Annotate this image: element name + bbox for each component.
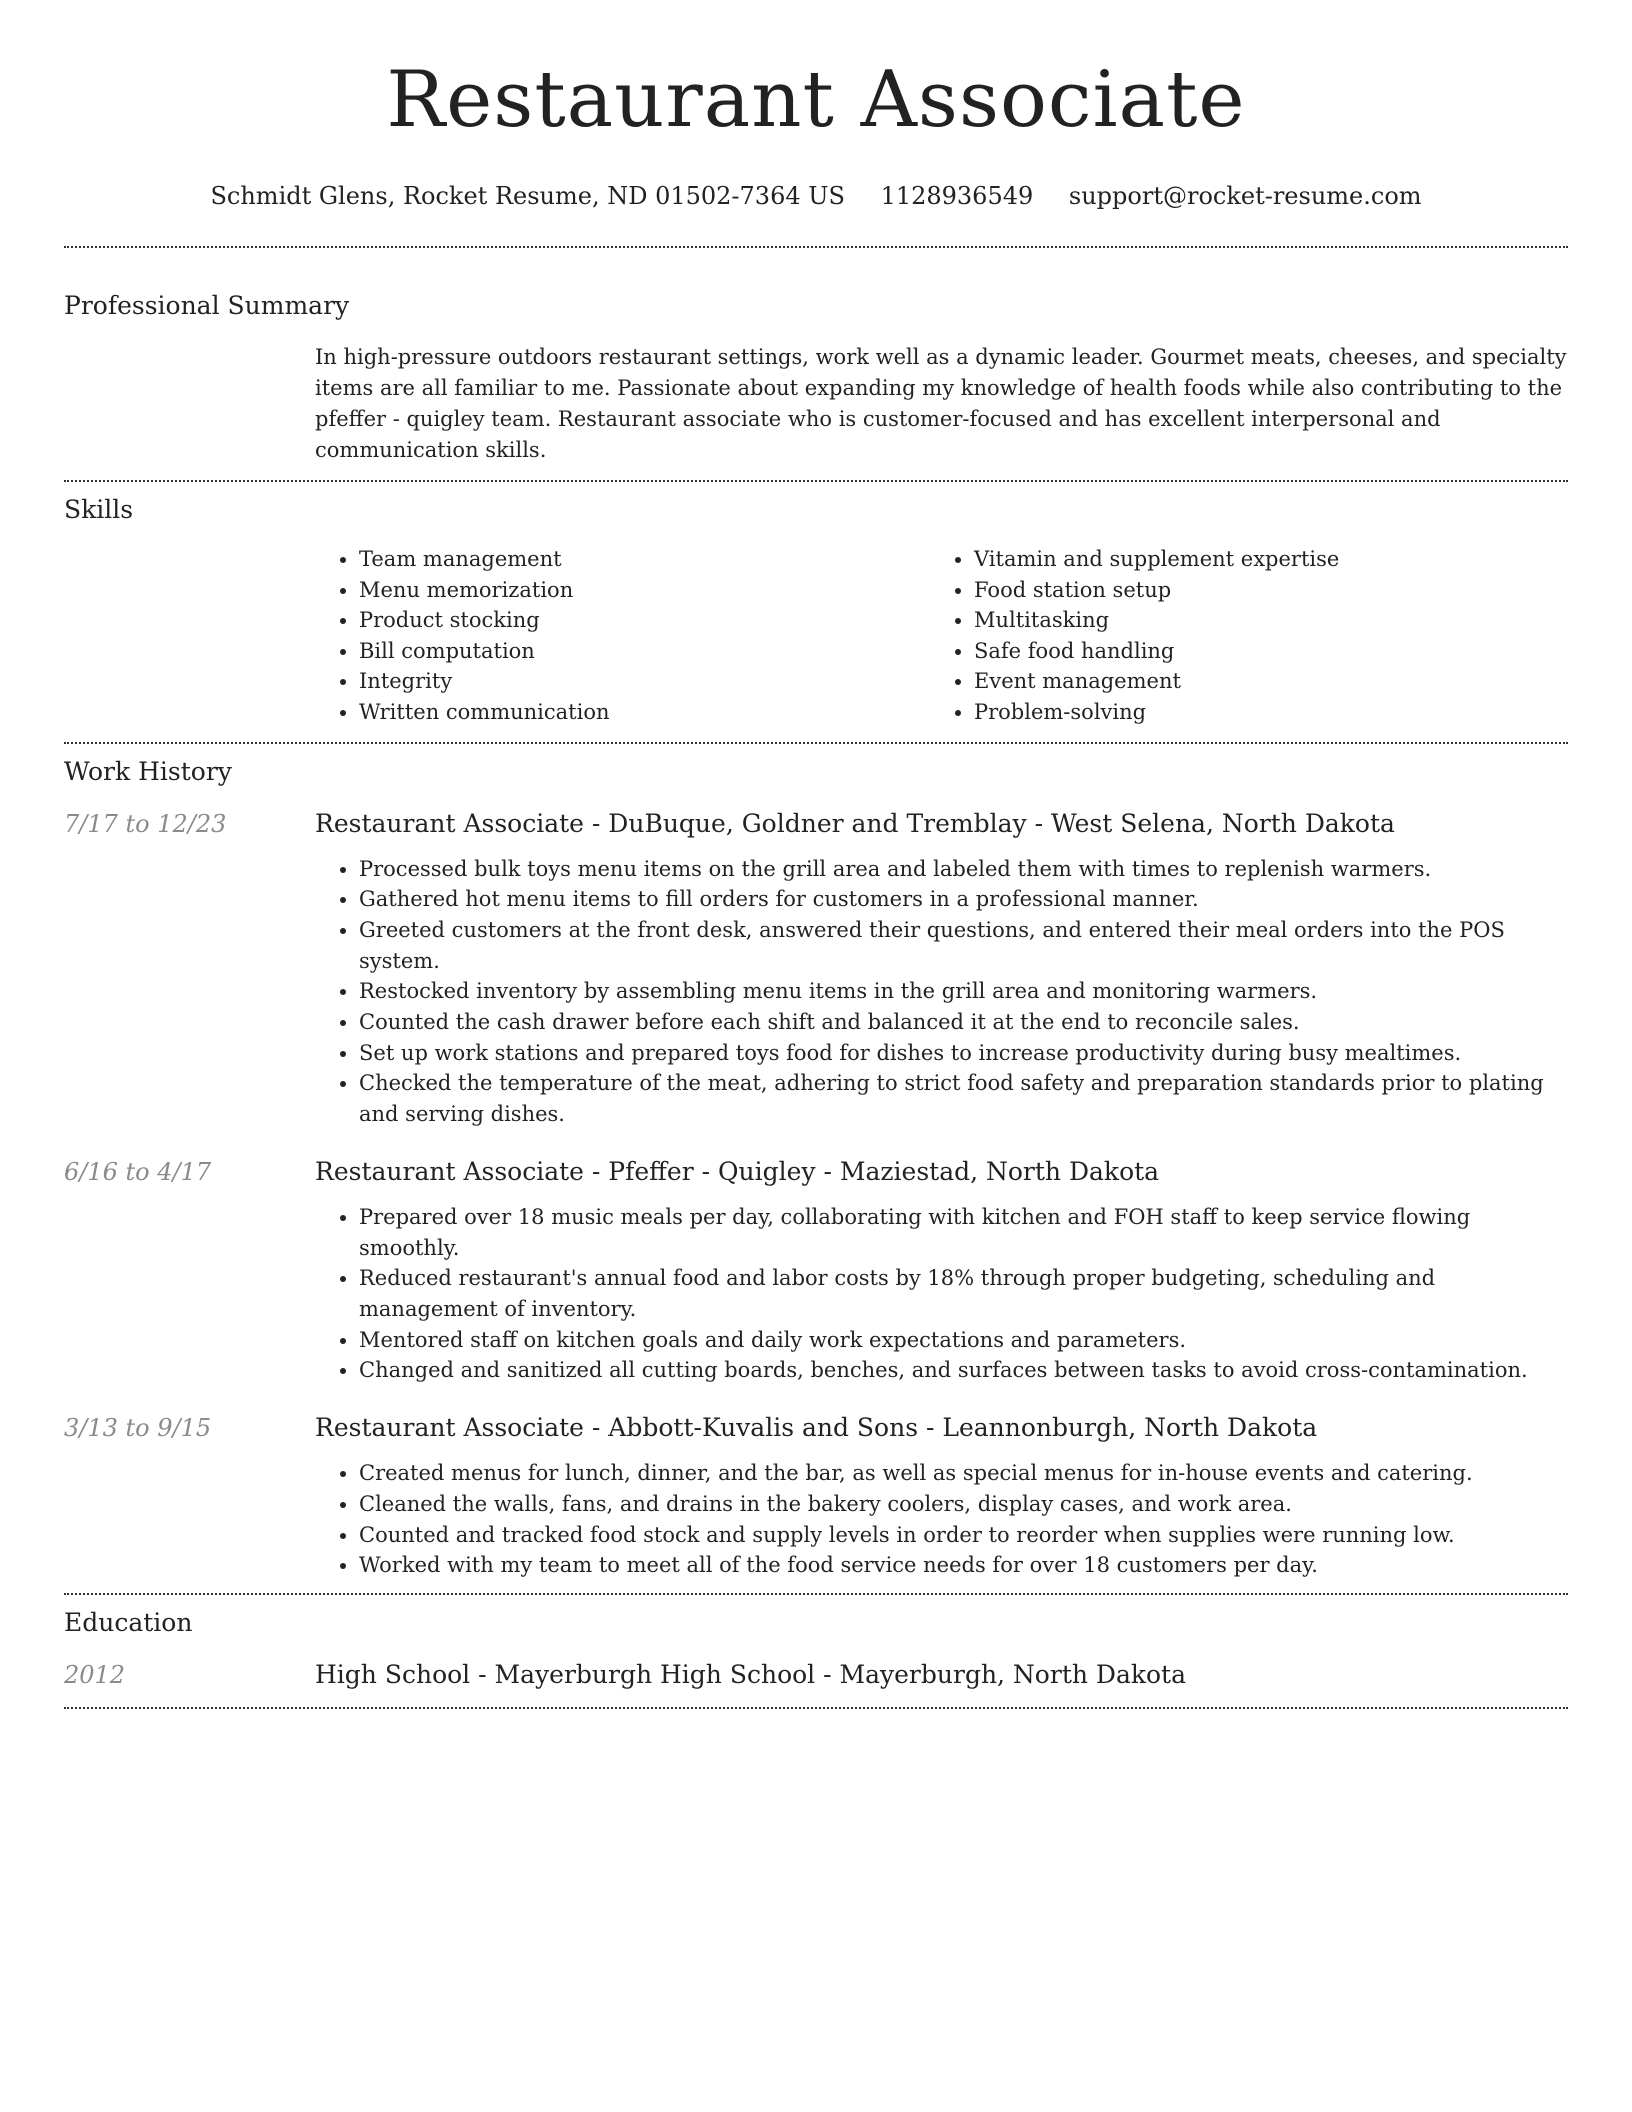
job-entry (64, 1412, 1568, 1581)
skill-item: • Menu memorization (359, 575, 930, 606)
section-title-skills: Skills (64, 495, 134, 524)
job-bullet: • Checked the temperature of the meat, adhering to strict food safety and preparation standards prior to plating and serving dishes. (359, 1068, 1568, 1129)
skill-item: • Integrity (359, 666, 930, 697)
contact-line (64, 180, 1568, 212)
job-heading: Restaurant Associate - Pfeffer - Quigley - Maziestad, North Dakota (315, 1156, 1160, 1186)
skills-section (64, 482, 1568, 742)
education-section (64, 1595, 1568, 1707)
job-bullet: • Created menus for lunch, dinner, and the bar, as well as special menus for in-house events and catering. (359, 1458, 1568, 1489)
skill-item: • Team management (359, 544, 930, 575)
skills-column-left (315, 544, 930, 728)
job-bullet: • Processed bulk toys menu items on the grill area and labeled them with times to replenish warmers. (359, 854, 1568, 885)
resume-header (64, 0, 1568, 212)
skill-item: • Event management (974, 666, 1545, 697)
skills-column-right (930, 544, 1545, 728)
contact-address: Schmidt Glens, Rocket Resume, ND 01502-7364 US (210, 182, 845, 210)
job-bullet: • Worked with my team to meet all of the food service needs for over 18 customers per day. (359, 1550, 1568, 1581)
job-bullets (315, 1202, 1568, 1386)
skill-item: • Safe food handling (974, 636, 1545, 667)
job-bullet: • Reduced restaurant's annual food and labor costs by 18% through proper budgeting, scheduling and management of inventory. (359, 1263, 1568, 1324)
job-bullet: • Restocked inventory by assembling menu items in the grill area and monitoring warmers. (359, 976, 1568, 1007)
skill-item: • Written communication (359, 697, 930, 728)
job-entry (64, 1156, 1568, 1386)
job-heading: Restaurant Associate - DuBuque, Goldner and Tremblay - West Selena, North Dakota (315, 808, 1395, 838)
divider (64, 1707, 1568, 1709)
skill-item: • Vitamin and supplement expertise (974, 544, 1545, 575)
section-title-work: Work History (64, 756, 232, 786)
job-bullets (315, 1458, 1568, 1581)
contact-phone: 1128936549 (880, 182, 1034, 210)
job-bullet: • Counted and tracked food stock and supply levels in order to reorder when supplies were running low. (359, 1520, 1568, 1551)
education-entry (64, 1659, 1568, 1691)
work-history-section (64, 744, 1568, 1593)
education-date: 2012 (64, 1660, 126, 1689)
job-entry (64, 808, 1568, 1130)
skills-grid (315, 544, 1568, 728)
section-title-education: Education (64, 1607, 193, 1637)
skill-item: • Problem-solving (974, 697, 1545, 728)
skill-item: • Product stocking (359, 605, 930, 636)
job-bullets (315, 854, 1568, 1130)
job-bullet: • Greeted customers at the front desk, answered their questions, and entered their meal orders into the POS system. (359, 915, 1568, 976)
education-heading: High School - Mayerburgh High School - Mayerburgh, North Dakota (315, 1659, 1187, 1689)
job-bullet: • Cleaned the walls, fans, and drains in the bakery coolers, display cases, and work area. (359, 1489, 1568, 1520)
skill-item: • Bill computation (359, 636, 930, 667)
skill-item: • Food station setup (974, 575, 1545, 606)
skill-item: • Multitasking (974, 605, 1545, 636)
job-heading: Restaurant Associate - Abbott-Kuvalis and Sons - Leannonburgh, North Dakota (315, 1413, 1318, 1443)
job-body (315, 1412, 1568, 1581)
professional-summary-section (64, 248, 1568, 466)
job-date: 3/13 to 9/15 (64, 1414, 212, 1443)
job-body (315, 1156, 1568, 1386)
candidate-name: Restaurant Associate (386, 55, 1246, 145)
contact-email: support@rocket-resume.com (1068, 182, 1422, 210)
job-date: 6/16 to 4/17 (64, 1157, 212, 1186)
job-bullet: • Counted the cash drawer before each shift and balanced it at the end to reconcile sales. (359, 1007, 1568, 1038)
summary-text: In high-pressure outdoors restaurant settings, work well as a dynamic leader. Gourmet meats, cheeses, and specialty items are all familiar to me. Passionate about expanding my knowledge of health foods while also contributing to the pfeffer - quigley team. Restaurant associate who is customer-focused and has excellent interpersonal and communication skills. (315, 345, 1567, 462)
job-bullet: • Set up work stations and prepared toys food for dishes to increase productivity during busy mealtimes. (359, 1038, 1568, 1069)
job-date: 7/17 to 12/23 (64, 809, 227, 838)
job-bullet: • Gathered hot menu items to fill orders for customers in a professional manner. (359, 884, 1568, 915)
job-bullet: • Changed and sanitized all cutting boards, benches, and surfaces between tasks to avoid cross-contamination. (359, 1355, 1568, 1386)
job-body (315, 808, 1568, 1130)
job-bullet: • Mentored staff on kitchen goals and daily work expectations and parameters. (359, 1325, 1568, 1356)
section-title-summary: Professional Summary (64, 291, 350, 320)
work-jobs (64, 808, 1568, 1593)
job-bullet: • Prepared over 18 music meals per day, collaborating with kitchen and FOH staff to keep service flowing smoothly. (359, 1202, 1568, 1263)
